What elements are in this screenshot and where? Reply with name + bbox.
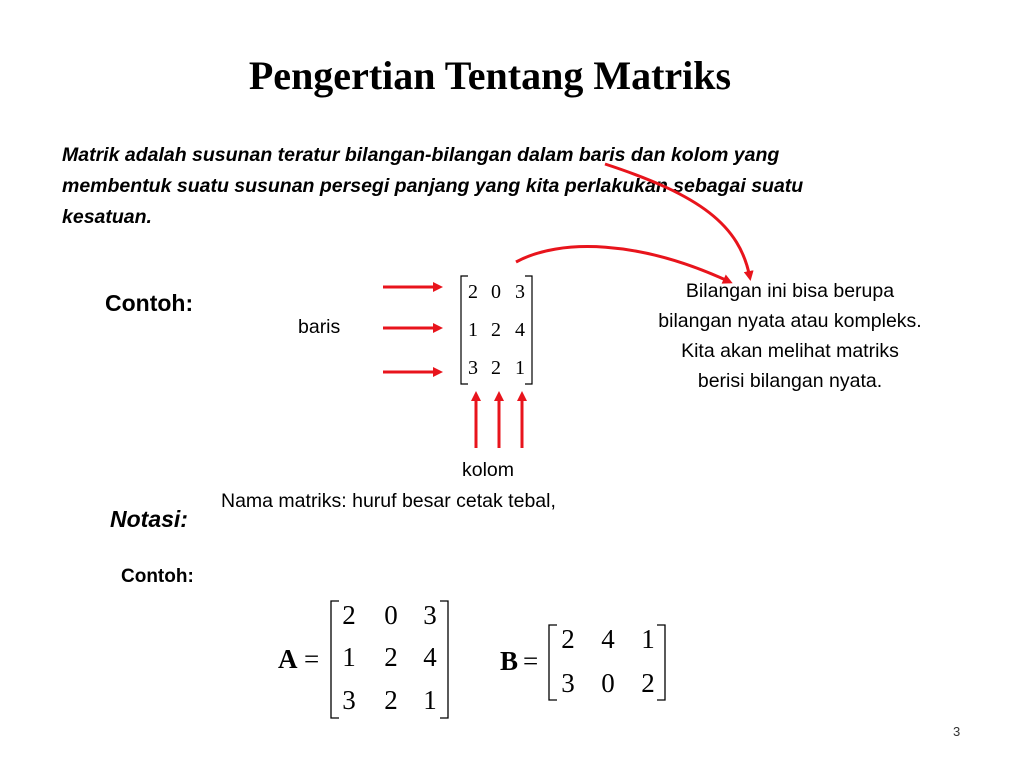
matrix-b-cells bbox=[561, 624, 655, 698]
row-label: baris bbox=[298, 316, 341, 338]
note-line: berisi bilangan nyata. bbox=[697, 370, 883, 392]
matrix-cell: 1 bbox=[423, 685, 437, 715]
matrix-a-cells bbox=[342, 600, 437, 715]
matrix-cell: 2 bbox=[491, 319, 501, 341]
matrix-cell: 3 bbox=[468, 357, 478, 379]
page-number: 3 bbox=[953, 724, 961, 739]
matrix-cell: 2 bbox=[491, 357, 501, 379]
example-label: Contoh: bbox=[105, 290, 194, 316]
matrix-b-equals: = bbox=[523, 646, 539, 676]
matrix-cell: 4 bbox=[515, 319, 525, 341]
note-line: Bilangan ini bisa berupa bbox=[685, 280, 895, 302]
definition-text: Matrik adalah susunan teratur bilangan-bilangan dalam baris dan kolom yang membentuk suatu susunan persegi panjang yang kita perlakukan sebagai suatu kesatuan. bbox=[62, 144, 804, 228]
matrix-cell: 2 bbox=[561, 624, 575, 654]
matrix-1-cells bbox=[468, 281, 525, 379]
matrix-cell: 1 bbox=[641, 624, 655, 654]
element-arrow bbox=[516, 247, 730, 282]
matrix-cell: 2 bbox=[384, 642, 398, 672]
example2-label: Contoh: bbox=[121, 566, 194, 587]
matrix-cell: 1 bbox=[515, 357, 525, 379]
notation-text: Nama matriks: huruf besar cetak tebal, bbox=[221, 490, 556, 512]
right-bracket bbox=[440, 601, 448, 718]
matrix-cell: 4 bbox=[601, 624, 615, 654]
matrix-cell: 3 bbox=[342, 685, 356, 715]
right-bracket bbox=[525, 276, 532, 384]
matrix-a-equals: = bbox=[304, 644, 320, 674]
matrix-cell: 0 bbox=[491, 281, 501, 303]
matrix-b-name: B bbox=[500, 646, 519, 676]
note-line: bilangan nyata atau kompleks. bbox=[658, 310, 922, 332]
matrix-cell: 2 bbox=[468, 281, 478, 303]
matrix-cell: 3 bbox=[561, 668, 575, 698]
matrix-cell: 2 bbox=[641, 668, 655, 698]
left-bracket bbox=[331, 601, 339, 718]
matrix-cell: 0 bbox=[384, 600, 398, 630]
matrix-cell: 1 bbox=[342, 642, 356, 672]
matrix-cell: 3 bbox=[515, 281, 525, 303]
matrix-a-name: A bbox=[278, 644, 298, 674]
note-line: Kita akan melihat matriks bbox=[681, 340, 899, 362]
notation-label: Notasi: bbox=[110, 506, 188, 532]
page-title: Pengertian Tentang Matriks bbox=[248, 53, 732, 98]
matrix-cell: 3 bbox=[423, 600, 437, 630]
matrix-cell: 4 bbox=[423, 642, 437, 672]
matrix-cell: 2 bbox=[342, 600, 356, 630]
left-bracket bbox=[549, 625, 557, 700]
matrix-cell: 0 bbox=[601, 668, 615, 698]
matrix-cell: 2 bbox=[384, 685, 398, 715]
column-label: kolom bbox=[462, 459, 515, 481]
matrix-cell: 1 bbox=[468, 319, 478, 341]
left-bracket bbox=[461, 276, 468, 384]
right-bracket bbox=[657, 625, 665, 700]
